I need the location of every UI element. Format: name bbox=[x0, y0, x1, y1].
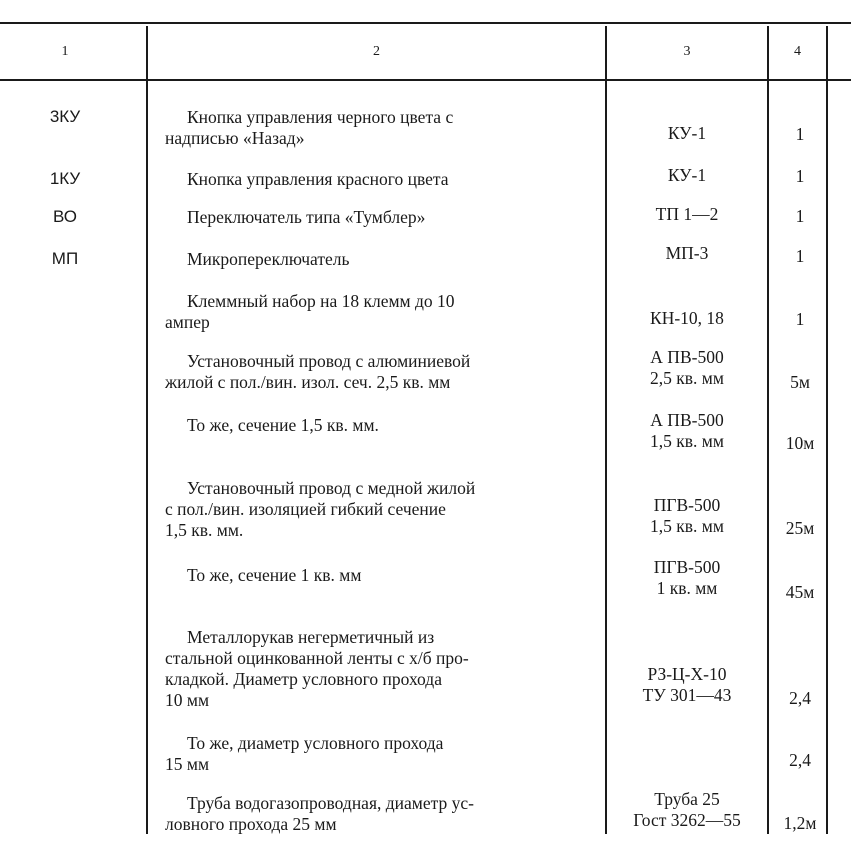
header-bottom-rule bbox=[0, 79, 851, 81]
description-line: Труба водогазопроводная, диаметр ус- bbox=[187, 793, 474, 813]
row-type bbox=[607, 789, 767, 831]
type-line: МП-3 bbox=[665, 243, 709, 263]
row-type bbox=[607, 495, 767, 537]
header-col-4: 4 bbox=[794, 44, 801, 59]
type-line: А ПВ-500 bbox=[650, 410, 724, 430]
description-line: кладкой. Диаметр условного прохода bbox=[165, 669, 442, 689]
row-description bbox=[165, 565, 587, 586]
row-description bbox=[165, 107, 587, 149]
header-top-rule bbox=[0, 22, 851, 24]
type-line: А ПВ-500 bbox=[650, 347, 724, 367]
row-description bbox=[165, 291, 587, 333]
row-description bbox=[165, 478, 587, 541]
description-line: надписью «Назад» bbox=[165, 128, 305, 148]
type-line: ТП 1—2 bbox=[655, 204, 719, 224]
row-quantity: 1 bbox=[795, 166, 805, 186]
description-line: 1,5 кв. мм. bbox=[165, 520, 244, 540]
description-line: Установочный провод с медной жилой bbox=[187, 478, 476, 498]
row-description bbox=[165, 207, 587, 228]
header-col-2: 2 bbox=[373, 44, 380, 59]
description-line: ампер bbox=[165, 312, 210, 332]
type-line: РЗ-Ц-Х-10 bbox=[647, 664, 727, 684]
row-type bbox=[607, 557, 767, 599]
description-line: Микропереключатель bbox=[187, 249, 350, 269]
type-line: 1,5 кв. мм bbox=[650, 431, 724, 451]
row-type bbox=[607, 347, 767, 389]
row-type bbox=[607, 664, 767, 706]
header-col-1: 1 bbox=[61, 44, 69, 59]
description-line: ловного прохода 25 мм bbox=[165, 814, 337, 834]
type-line: КУ-1 bbox=[667, 165, 707, 185]
row-code: 3КУ bbox=[49, 107, 81, 126]
row-description bbox=[165, 733, 587, 775]
row-quantity: 25м bbox=[785, 518, 815, 538]
row-code: ВО bbox=[53, 207, 77, 226]
description-line: То же, диаметр условного прохода bbox=[187, 733, 444, 753]
row-description bbox=[165, 249, 587, 270]
row-code: 1КУ bbox=[49, 169, 81, 188]
row-type bbox=[607, 165, 767, 186]
row-type bbox=[607, 410, 767, 452]
description-line: Установочный провод с алюминиевой bbox=[187, 351, 471, 371]
row-quantity: 10м bbox=[785, 433, 815, 453]
row-quantity: 1 bbox=[795, 206, 805, 226]
type-line: Труба 25 bbox=[654, 789, 720, 809]
type-line: ПГВ-500 bbox=[653, 557, 721, 577]
description-line: Кнопка управления черного цвета с bbox=[187, 107, 454, 127]
row-quantity: 1,2м bbox=[783, 813, 817, 833]
column-divider-4 bbox=[826, 26, 828, 834]
description-line: жилой с пол./вин. изол. сеч. 2,5 кв. мм bbox=[165, 372, 451, 392]
type-line: 1,5 кв. мм bbox=[650, 516, 724, 536]
type-line: ПГВ-500 bbox=[653, 495, 721, 515]
description-line: 10 мм bbox=[165, 690, 210, 710]
type-line: КУ-1 bbox=[667, 123, 707, 143]
row-quantity: 1 bbox=[795, 246, 805, 266]
row-quantity: 45м bbox=[785, 582, 815, 602]
description-line: с пол./вин. изоляцией гибкий сечение bbox=[165, 499, 446, 519]
row-quantity: 1 bbox=[795, 309, 805, 329]
row-description bbox=[165, 351, 587, 393]
row-quantity: 2,4 bbox=[789, 750, 811, 770]
description-line: Переключатель типа «Тумблер» bbox=[187, 207, 426, 227]
row-description bbox=[165, 415, 587, 436]
row-code: МП bbox=[51, 249, 79, 268]
description-line: То же, сечение 1,5 кв. мм. bbox=[187, 415, 379, 435]
column-divider-1 bbox=[146, 26, 148, 834]
description-line: стальной оцинкованной ленты с х/б про- bbox=[165, 648, 469, 668]
row-quantity: 2,4 bbox=[789, 688, 811, 708]
row-type bbox=[607, 123, 767, 144]
row-type bbox=[607, 204, 767, 225]
type-line: Гост 3262—55 bbox=[633, 810, 741, 830]
row-description bbox=[165, 793, 587, 835]
type-line: КН-10, 18 bbox=[650, 308, 724, 328]
description-line: Клеммный набор на 18 клемм до 10 bbox=[187, 291, 455, 311]
row-description bbox=[165, 169, 587, 190]
type-line: 2,5 кв. мм bbox=[650, 368, 724, 388]
header-col-3: 3 bbox=[683, 44, 691, 59]
row-type bbox=[607, 243, 767, 264]
description-line: Металлорукав негерметичный из bbox=[187, 627, 435, 647]
row-quantity: 5м bbox=[790, 372, 810, 392]
type-line: ТУ 301—43 bbox=[642, 685, 732, 705]
description-line: 15 мм bbox=[165, 754, 210, 774]
description-line: То же, сечение 1 кв. мм bbox=[187, 565, 362, 585]
description-line: Кнопка управления красного цвета bbox=[187, 169, 449, 189]
type-line: 1 кв. мм bbox=[656, 578, 718, 598]
column-divider-3 bbox=[767, 26, 769, 834]
row-quantity: 1 bbox=[795, 124, 805, 144]
row-type bbox=[607, 308, 767, 329]
row-description bbox=[165, 627, 587, 711]
